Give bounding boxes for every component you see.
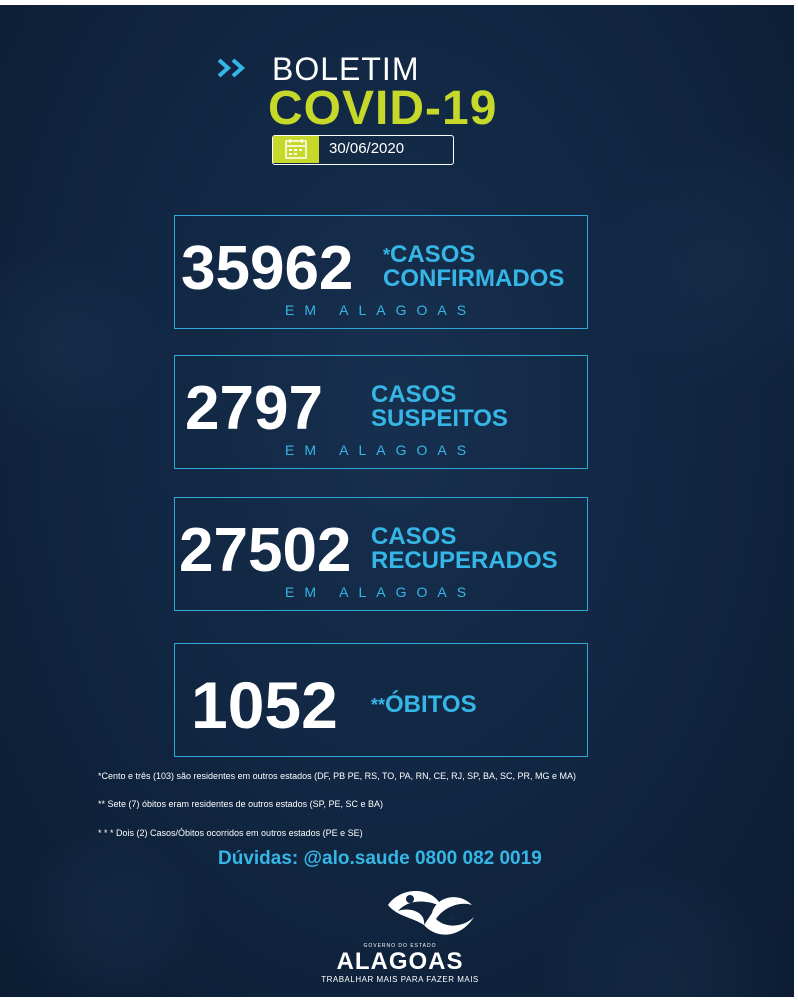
bulletin-date: 30/06/2020: [329, 140, 405, 157]
calendar-icon: [273, 136, 319, 163]
title-covid: COVID-19: [268, 82, 498, 135]
deaths-label: **ÓBITOS: [371, 691, 477, 718]
confirmed-label: *CASOS: [383, 241, 476, 268]
logo-state-name: ALAGOAS: [336, 948, 464, 975]
contact-line: Dúvidas: @alo.saude 0800 082 0019: [218, 848, 542, 869]
card-suspected: [174, 355, 588, 469]
double-chevron-icon: [216, 57, 252, 79]
title-boletim: BOLETIM: [272, 51, 420, 87]
card-deaths: [174, 643, 588, 757]
bulletin-poster: [0, 5, 794, 997]
virus-decoration: [20, 825, 200, 997]
virus-decoration: [540, 865, 780, 997]
alagoas-logo-icon: [380, 877, 480, 943]
suspected-label-2: SUSPEITOS: [371, 405, 508, 432]
footnote-2: ** Sete (7) óbitos eram residentes de outros estados (SP, PE, SC e BA): [98, 799, 383, 809]
virus-decoration: [0, 245, 160, 445]
confirmed-label-2: CONFIRMADOS: [383, 265, 565, 292]
logo-government-text: GOVERNO DO ESTADO: [363, 943, 437, 949]
footnote-3: * * * Dois (2) Casos/Óbitos ocorridos em outros estados (PE e SE): [98, 828, 363, 838]
confirmed-subtitle: EM ALAGOAS: [285, 302, 477, 318]
recovered-label: CASOS: [371, 523, 457, 550]
card-confirmed: [174, 215, 588, 329]
logo-slogan: TRABALHAR MAIS PARA FAZER MAIS: [321, 975, 479, 984]
suspected-count: 2797: [185, 374, 323, 443]
recovered-subtitle: EM ALAGOAS: [285, 584, 477, 600]
recovered-count: 27502: [179, 516, 352, 585]
recovered-label-2: RECUPERADOS: [371, 547, 558, 574]
deaths-count: 1052: [191, 668, 338, 742]
suspected-subtitle: EM ALAGOAS: [285, 442, 477, 458]
date-box: [272, 135, 454, 165]
virus-decoration: [600, 135, 794, 395]
confirmed-count: 35962: [181, 234, 354, 303]
footnote-1: *Cento e três (103) são residentes em outros estados (DF, PB PE, RS, TO, PA, RN, CE, RJ, SP, BA, SC, PR, MG e MA): [98, 771, 577, 781]
card-recovered: [174, 497, 588, 611]
suspected-label: CASOS: [371, 381, 457, 408]
